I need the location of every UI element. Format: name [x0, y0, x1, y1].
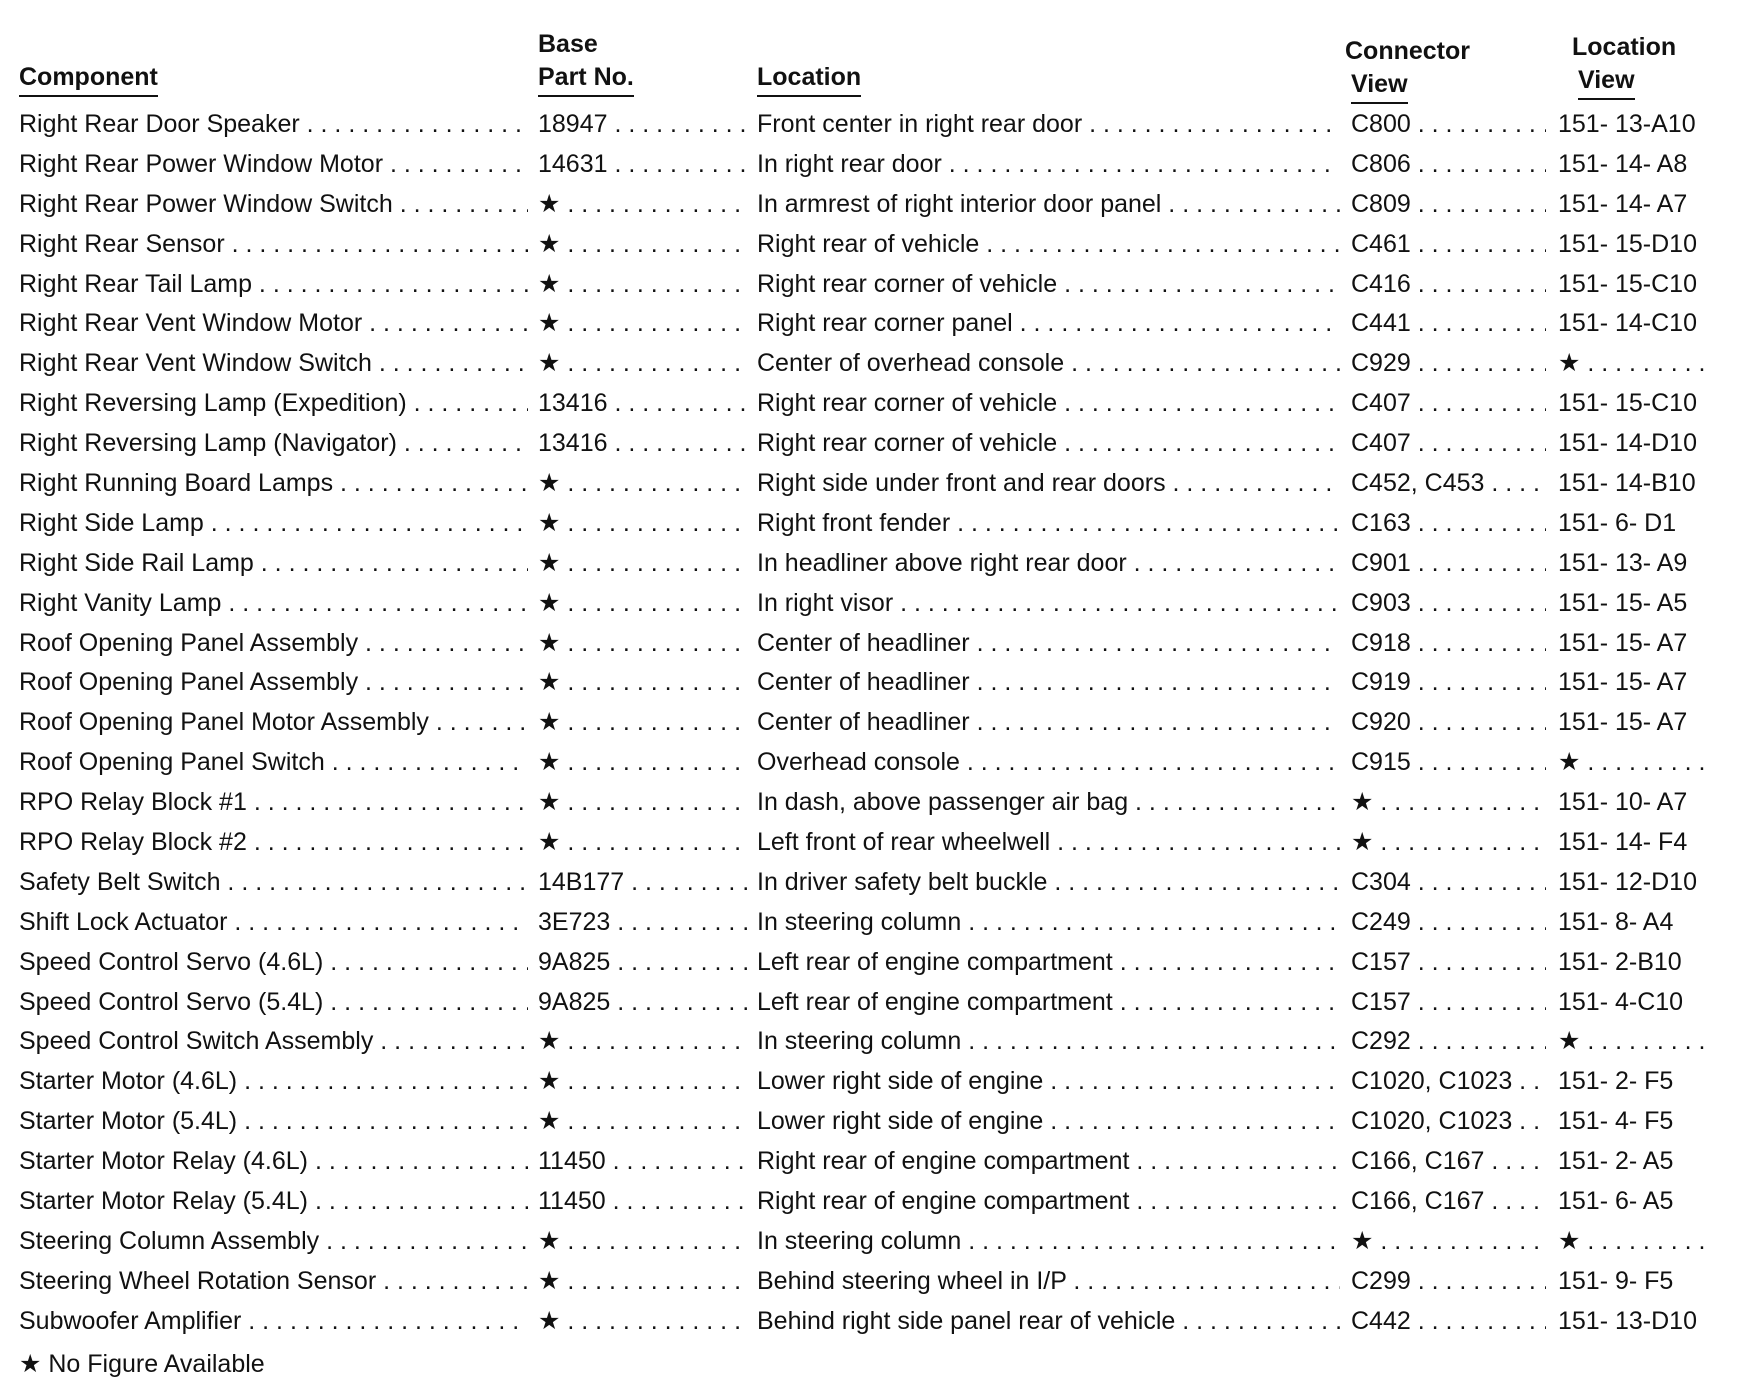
part-number-cell: ★ . . .: [538, 666, 749, 698]
location-cell: Right front fender . . .: [757, 507, 1340, 539]
location-cell: Right side under front and rear doors . . .: [757, 467, 1340, 499]
connector-view-cell: C157 . . .: [1351, 986, 1546, 1018]
location-view-cell: 151- 15-C10: [1558, 389, 1697, 418]
location-view-cell: 151- 6- D1: [1558, 508, 1677, 537]
component-cell: Shift Lock Actuator . . .: [19, 906, 528, 938]
location-view-cell: 151- 9- F5: [1558, 1266, 1674, 1295]
table-row: [0, 383, 1740, 423]
table-row: [0, 1141, 1740, 1181]
location-cell: Left rear of engine compartment . . .: [757, 946, 1340, 978]
component-cell: Roof Opening Panel Motor Assembly . . .: [19, 706, 528, 738]
connector-view-cell: C407 . . .: [1351, 387, 1546, 419]
part-number-cell: 18947 . . .: [538, 108, 749, 140]
component-cell: Starter Motor Relay (4.6L) . . .: [19, 1145, 528, 1177]
table-row: [0, 623, 1740, 663]
location-cell: Center of headliner . . .: [757, 627, 1340, 659]
connector-view-cell: C166, C167 . . .: [1351, 1145, 1546, 1177]
table-row: [0, 463, 1740, 503]
part-number-cell: 13416 . . .: [538, 387, 749, 419]
location-view-cell: 151- 8- A4: [1558, 907, 1674, 936]
component-cell: Roof Opening Panel Switch . . .: [19, 746, 528, 778]
component-cell: Right Rear Power Window Switch . . .: [19, 188, 528, 220]
connector-view-cell: C163 . . .: [1351, 507, 1546, 539]
table-row: [0, 503, 1740, 543]
connector-view-cell: C800 . . .: [1351, 108, 1546, 140]
connector-view-cell: C442 . . .: [1351, 1305, 1546, 1337]
table-row: [0, 742, 1740, 782]
location-cell: Right rear of engine compartment . . .: [757, 1145, 1340, 1177]
location-view-cell: 151- 10- A7: [1558, 788, 1688, 817]
connector-view-cell: C1020, C1023 . . .: [1351, 1105, 1546, 1137]
table-row: [0, 423, 1740, 463]
component-cell: Right Reversing Lamp (Navigator) . . .: [19, 427, 528, 459]
location-cell: Behind steering wheel in I/P . . .: [757, 1265, 1340, 1297]
connector-view-cell: C157 . . .: [1351, 946, 1546, 978]
component-cell: RPO Relay Block #1 . . .: [19, 786, 528, 818]
table-row: [0, 224, 1740, 264]
connector-view-cell: C919 . . .: [1351, 666, 1546, 698]
location-cell: Center of overhead console . . .: [757, 347, 1340, 379]
table-row: [0, 1181, 1740, 1221]
header-connector-view-label: View: [1351, 68, 1408, 104]
table-row: [0, 144, 1740, 184]
connector-view-cell: ★ . . .: [1351, 786, 1546, 818]
component-cell: Right Side Lamp . . .: [19, 507, 528, 539]
connector-view-cell: C407 . . .: [1351, 427, 1546, 459]
connector-view-cell: C249 . . .: [1351, 906, 1546, 938]
location-cell: Center of headliner . . .: [757, 706, 1340, 738]
header-part-no-label: Part No.: [538, 61, 634, 97]
table-row: [0, 902, 1740, 942]
header-location: [757, 61, 861, 97]
table-row: [0, 662, 1740, 702]
location-cell: In dash, above passenger air bag . . .: [757, 786, 1340, 818]
part-number-cell: ★ . . .: [538, 786, 749, 818]
location-view-cell: 151- 15- A7: [1558, 708, 1688, 737]
location-view-cell: 151- 4-C10: [1558, 987, 1684, 1016]
part-number-cell: ★ . . .: [538, 1105, 749, 1137]
location-view-cell: 151- 14- A8: [1558, 149, 1688, 178]
part-number-cell: ★ . . .: [538, 826, 749, 858]
table-row: [0, 264, 1740, 304]
connector-view-cell: C452, C453 . . .: [1351, 467, 1546, 499]
location-cell: In right visor . . .: [757, 587, 1340, 619]
location-cell: Left front of rear wheelwell . . .: [757, 826, 1340, 858]
location-view-cell: 151- 13- A9: [1558, 548, 1688, 577]
table-row: [0, 1261, 1740, 1301]
part-number-cell: 11450 . . .: [538, 1185, 749, 1217]
component-cell: Starter Motor (5.4L) . . .: [19, 1105, 528, 1137]
location-view-cell: 151- 15- A7: [1558, 668, 1688, 697]
connector-view-cell: ★ . . .: [1351, 1225, 1546, 1257]
component-cell: Subwoofer Amplifier . . .: [19, 1305, 528, 1337]
header-location-view: [1572, 31, 1676, 100]
location-cell: Right rear of engine compartment . . .: [757, 1185, 1340, 1217]
table-row: [0, 782, 1740, 822]
header-location-label: Location: [757, 61, 861, 97]
table-body: [0, 104, 1740, 1341]
table-row: [0, 1101, 1740, 1141]
table-row: [0, 184, 1740, 224]
location-view-cell: 151- 14-C10: [1558, 309, 1697, 338]
component-cell: Right Running Board Lamps . . .: [19, 467, 528, 499]
component-cell: Right Rear Power Window Motor . . .: [19, 148, 528, 180]
component-cell: Starter Motor Relay (5.4L) . . .: [19, 1185, 528, 1217]
component-cell: Roof Opening Panel Assembly . . .: [19, 627, 528, 659]
component-cell: Right Reversing Lamp (Expedition) . . .: [19, 387, 528, 419]
location-view-cell: 151- 2-B10: [1558, 947, 1682, 976]
part-number-cell: ★ . . .: [538, 268, 749, 300]
component-cell: Right Rear Vent Window Switch . . .: [19, 347, 528, 379]
location-cell: Right rear corner of vehicle . . .: [757, 268, 1340, 300]
table-row: [0, 1221, 1740, 1261]
part-number-cell: 9A825 . . .: [538, 946, 749, 978]
component-cell: Roof Opening Panel Assembly . . .: [19, 666, 528, 698]
table-row: [0, 1301, 1740, 1341]
connector-view-cell: C903 . . .: [1351, 587, 1546, 619]
part-number-cell: ★ . . .: [538, 746, 749, 778]
part-number-cell: 14B177 . . .: [538, 866, 749, 898]
part-number-cell: ★ . . .: [538, 228, 749, 260]
footnote: ★ No Figure Available: [19, 1350, 265, 1378]
part-number-cell: ★ . . .: [538, 307, 749, 339]
connector-view-cell: C299 . . .: [1351, 1265, 1546, 1297]
part-number-cell: ★ . . .: [538, 1305, 749, 1337]
table-row: [0, 583, 1740, 623]
table-row: [0, 343, 1740, 383]
connector-view-cell: C416 . . .: [1351, 268, 1546, 300]
part-number-cell: ★ . . .: [538, 627, 749, 659]
component-cell: Right Rear Door Speaker . . .: [19, 108, 528, 140]
table-row: [0, 104, 1740, 144]
component-cell: Speed Control Switch Assembly . . .: [19, 1025, 528, 1057]
connector-view-cell: C918 . . .: [1351, 627, 1546, 659]
component-cell: Right Rear Sensor . . .: [19, 228, 528, 260]
part-number-cell: ★ . . .: [538, 547, 749, 579]
connector-view-cell: C441 . . .: [1351, 307, 1546, 339]
part-number-cell: ★ . . .: [538, 1225, 749, 1257]
connector-view-cell: C1020, C1023 . . .: [1351, 1065, 1546, 1097]
location-view-cell: 151- 13-A10: [1558, 110, 1696, 138]
table-row: [0, 1061, 1740, 1101]
connector-view-cell: C304 . . .: [1351, 866, 1546, 898]
component-cell: RPO Relay Block #2 . . .: [19, 826, 528, 858]
connector-view-cell: C461 . . .: [1351, 228, 1546, 260]
component-cell: Right Rear Tail Lamp . . .: [19, 268, 528, 300]
location-cell: In headliner above right rear door . . .: [757, 547, 1340, 579]
connector-view-cell: C809 . . .: [1351, 188, 1546, 220]
location-cell: Lower right side of engine . . .: [757, 1065, 1340, 1097]
connector-view-cell: C929 . . .: [1351, 347, 1546, 379]
table-row: [0, 702, 1740, 742]
header-base-label: Base: [538, 30, 598, 58]
connector-view-cell: C166, C167 . . .: [1351, 1185, 1546, 1217]
part-number-cell: 13416 . . .: [538, 427, 749, 459]
location-cell: In right rear door . . .: [757, 148, 1340, 180]
connector-view-cell: C901 . . .: [1351, 547, 1546, 579]
location-view-cell: 151- 13-D10: [1558, 1306, 1697, 1335]
location-cell: Right rear corner of vehicle . . .: [757, 387, 1340, 419]
part-number-cell: 3E723 . . .: [538, 906, 749, 938]
component-cell: Speed Control Servo (5.4L) . . .: [19, 986, 528, 1018]
location-view-cell: 151- 15- A7: [1558, 628, 1688, 657]
part-number-cell: ★ . . .: [538, 706, 749, 738]
location-view-cell: 151- 15-D10: [1558, 229, 1697, 258]
table-row: [0, 822, 1740, 862]
header-component-label: Component: [19, 61, 158, 97]
location-view-cell: 151- 6- A5: [1558, 1187, 1674, 1216]
location-cell: Right rear corner of vehicle . . .: [757, 427, 1340, 459]
part-number-cell: ★ . . .: [538, 467, 749, 499]
location-cell: Lower right side of engine . . .: [757, 1105, 1340, 1137]
component-cell: Safety Belt Switch . . .: [19, 866, 528, 898]
location-view-cell: 151- 14-D10: [1558, 429, 1697, 458]
location-view-cell: 151- 4- F5: [1558, 1107, 1674, 1136]
location-view-cell: ★ . . .: [1558, 746, 1708, 778]
header-base-part-no: [538, 28, 634, 97]
location-cell: Right rear of vehicle . . .: [757, 228, 1340, 260]
location-view-cell: 151- 15-C10: [1558, 269, 1697, 298]
location-view-cell: 151- 2- F5: [1558, 1067, 1674, 1096]
part-number-cell: ★ . . .: [538, 507, 749, 539]
connector-view-cell: C915 . . .: [1351, 746, 1546, 778]
table-row: [0, 1021, 1740, 1061]
connector-view-cell: ★ . . .: [1351, 826, 1546, 858]
location-cell: In steering column . . .: [757, 1025, 1340, 1057]
component-cell: Steering Wheel Rotation Sensor . . .: [19, 1265, 528, 1297]
header-component: [19, 61, 158, 97]
location-cell: In steering column . . .: [757, 906, 1340, 938]
table-row: [0, 303, 1740, 343]
part-number-cell: ★ . . .: [538, 347, 749, 379]
location-view-cell: 151- 2- A5: [1558, 1147, 1674, 1176]
location-view-cell: 151- 12-D10: [1558, 867, 1697, 896]
location-view-cell: ★ . . .: [1558, 1225, 1708, 1257]
location-cell: Overhead console . . .: [757, 746, 1340, 778]
location-cell: Behind right side panel rear of vehicle . . .: [757, 1305, 1340, 1337]
component-cell: Steering Column Assembly . . .: [19, 1225, 528, 1257]
location-view-cell: 151- 14- F4: [1558, 828, 1688, 857]
location-cell: Right rear corner panel . . .: [757, 307, 1340, 339]
part-number-cell: 14631 . . .: [538, 148, 749, 180]
part-number-cell: 11450 . . .: [538, 1145, 749, 1177]
location-cell: In driver safety belt buckle . . .: [757, 866, 1340, 898]
location-cell: Left rear of engine compartment . . .: [757, 986, 1340, 1018]
component-cell: Starter Motor (4.6L) . . .: [19, 1065, 528, 1097]
connector-view-cell: C920 . . .: [1351, 706, 1546, 738]
connector-view-cell: C806 . . .: [1351, 148, 1546, 180]
location-view-cell: 151- 14- A7: [1558, 189, 1688, 218]
location-view-cell: ★ . . .: [1558, 1025, 1708, 1057]
part-number-cell: ★ . . .: [538, 1065, 749, 1097]
component-cell: Right Rear Vent Window Motor . . .: [19, 307, 528, 339]
part-number-cell: ★ . . .: [538, 587, 749, 619]
location-view-cell: ★ . . .: [1558, 347, 1708, 379]
part-number-cell: 9A825 . . .: [538, 986, 749, 1018]
location-cell: Center of headliner . . .: [757, 666, 1340, 698]
connector-view-cell: C292 . . .: [1351, 1025, 1546, 1057]
header-location-view-label: View: [1578, 64, 1635, 100]
location-view-cell: 151- 15- A5: [1558, 588, 1688, 617]
part-number-cell: ★ . . .: [538, 1265, 749, 1297]
table-row: [0, 862, 1740, 902]
header-location-view-line1: Location: [1572, 33, 1677, 61]
component-cell: Right Side Rail Lamp . . .: [19, 547, 528, 579]
table-row: [0, 543, 1740, 583]
component-cell: Right Vanity Lamp . . .: [19, 587, 528, 619]
location-cell: In steering column . . .: [757, 1225, 1340, 1257]
component-cell: Speed Control Servo (4.6L) . . .: [19, 946, 528, 978]
table-row: [0, 982, 1740, 1022]
location-view-cell: 151- 14-B10: [1558, 469, 1696, 498]
table-row: [0, 942, 1740, 982]
header-connector-label: Connector: [1345, 37, 1470, 65]
location-cell: In armrest of right interior door panel . . .: [757, 188, 1340, 220]
part-number-cell: ★ . . .: [538, 188, 749, 220]
part-number-cell: ★ . . .: [538, 1025, 749, 1057]
location-cell: Front center in right rear door . . .: [757, 108, 1340, 140]
header-connector-view: [1345, 35, 1470, 104]
